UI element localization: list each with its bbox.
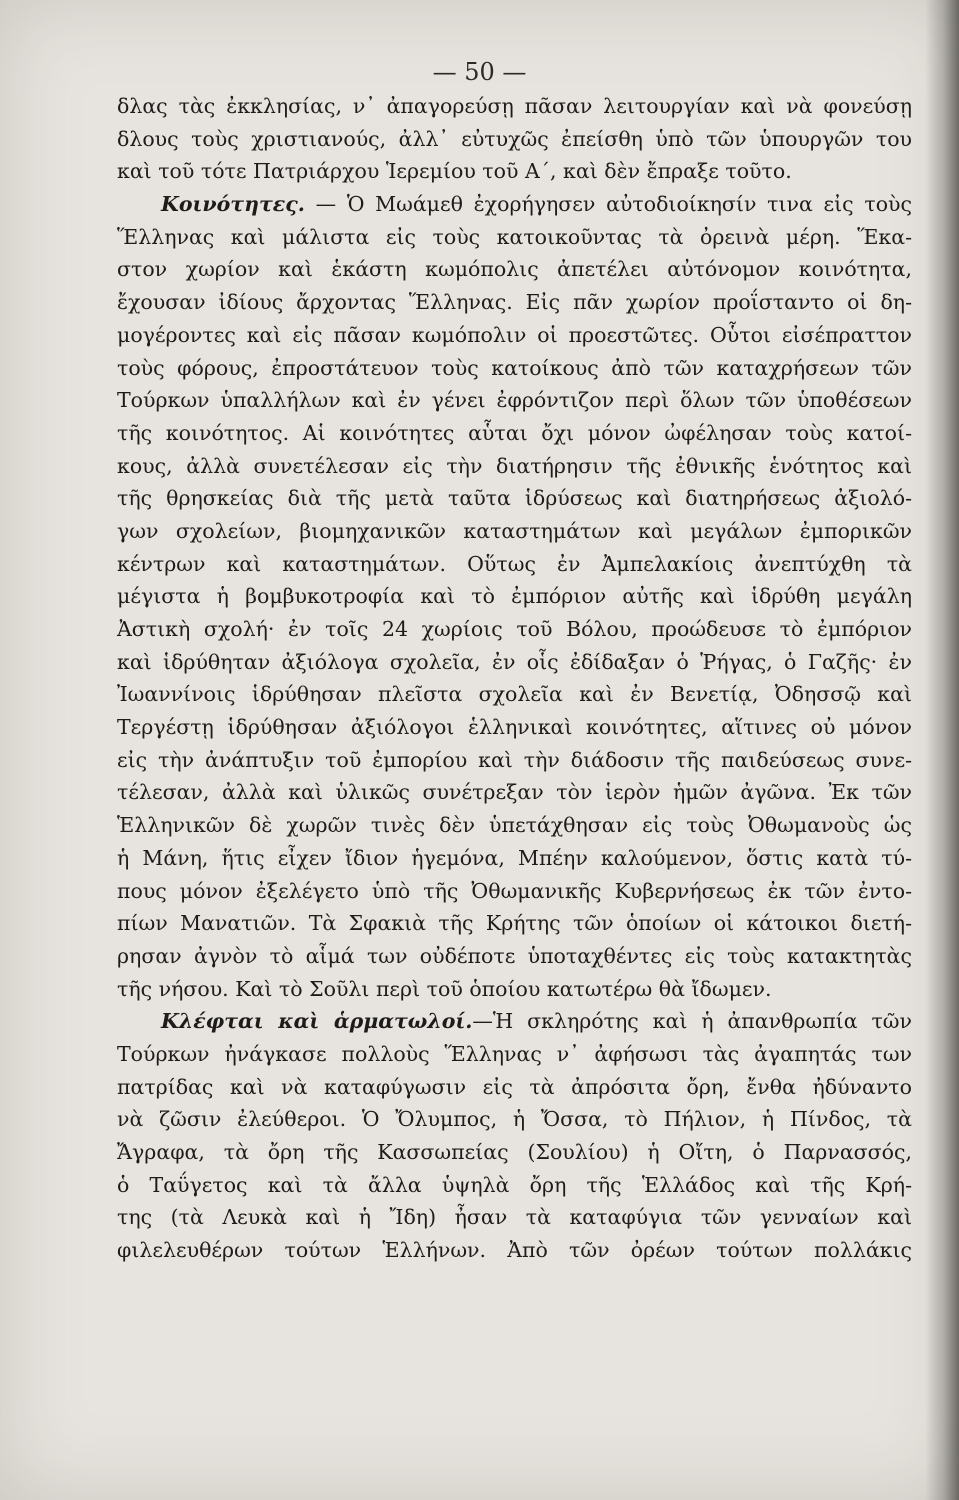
text-line <box>117 1005 912 1038</box>
text-line: καὶ ἱδρύθηταν ἀξιόλογα σχολεῖα, ἐν οἷς ἐδίδαξαν ὁ Ῥήγας, ὁ Γαζῆς· ἐν <box>117 649 912 674</box>
text-line: Ἀστικὴ σχολή· ἐν τοῖς 24 χωρίοις τοῦ Βόλου, προώδευσε τὸ ἐμπόριον <box>117 617 912 641</box>
text-line: τῆς θρησκείας διὰ τῆς μετὰ ταῦτα ἱδρύσεως καὶ διατηρήσεως ἀξιολό- <box>117 486 912 511</box>
text-line: πίων Μανατιῶν. Τὰ Σφακιὰ τῆς Κρήτης τῶν ὁποίων οἱ κάτοικοι διετή- <box>117 911 912 936</box>
text-line-content: — <box>304 192 347 217</box>
text-line: Τεργέστῃ ἱδρύθησαν ἀξιόλογοι ἑλληνικαὶ κοινότητες, αἵτινες οὐ μόνον <box>117 715 912 740</box>
text-line: Ἕλληνας καὶ μάλιστα εἰς τοὺς κατοικοῦντας τὰ ὀρεινὰ μέρη. Ἕκα- <box>117 224 912 249</box>
text-line: ρησαν ἀγνὸν τὸ αἷμά των οὐδέποτε ὑποταχθέντες εἰς τοὺς κατακτητὰς <box>117 943 912 968</box>
text-line: Ἑλληνικῶν δὲ χωρῶν τινὲς δὲν ὑπετάχθησαν εἰς τοὺς Ὀθωμανοὺς ὡς <box>117 813 912 838</box>
text-line: κους, ἀλλὰ συνετέλεσαν εἰς τὴν διατήρησιν τῆς ἐθνικῆς ἑνότητος καὶ <box>117 453 912 478</box>
text-line: κέντρων καὶ καταστημάτων. Οὕτως ἐν Ἀμπελακίοις ἀνεπτύχθη τὰ <box>117 551 912 576</box>
text-line-content: Ὁ Μωάμεθ ἐχορήγησεν αὐτοδιοίκησίν τινα εἰς τοὺς <box>346 192 912 217</box>
text-line: γων σχολείων, βιομηχανικῶν καταστημάτων καὶ μεγάλων ἐμπορικῶν <box>117 518 912 543</box>
text-line: μογέροντες καὶ εἰς πᾶσαν κωμόπολιν οἱ προεστῶτες. Οὗτοι εἰσέπραττον <box>117 322 912 347</box>
text-line: τέλεσαν, ἀλλὰ καὶ ὑλικῶς συνέτρεξαν τὸν ἱερὸν ἡμῶν ἀγῶνα. Ἐκ τῶν <box>117 780 912 805</box>
text-line: της (τὰ Λευκὰ καὶ ἡ Ἴδη) ἦσαν τὰ καταφύγια τῶν γενναίων καὶ <box>117 1205 912 1230</box>
text-line: πατρίδας καὶ νὰ καταφύγωσιν εἰς τὰ ἀπρόσιτα ὄρη, ἔνθα ἠδύναντο <box>117 1074 912 1099</box>
section-heading-kleftes: Κλέφται καὶ ἁρματωλοί. <box>161 1009 473 1034</box>
text-line: καὶ τοῦ τότε Πατριάρχου Ἱερεμίου τοῦ Α΄, καὶ δὲν ἔπραξε τοῦτο. <box>117 159 792 184</box>
text-line: ἡ Μάνη, ἥτις εἶχεν ἴδιον ἡγεμόνα, Μπέην καλούμενον, ὅστις κατὰ τύ- <box>117 845 912 870</box>
text-line: Ἰωαννίνοις ἱδρύθησαν πλεῖστα σχολεῖα καὶ ἐν Βενετίᾳ, Ὀδησσῷ καὶ <box>117 682 912 707</box>
text-line: τοὺς φόρους, ἐπροστάτευον τοὺς κατοίκους ἀπὸ τῶν καταχρήσεων τῶν <box>117 355 912 380</box>
text-line: Ἄγραφα, τὰ ὄρη τῆς Κασσωπείας (Σουλίου) ἡ Οἴτη, ὁ Παρνασσός, <box>117 1140 912 1164</box>
text-line: φιλελευθέρων τούτων Ἑλλήνων. Ἀπὸ τῶν ὀρέων τούτων πολλάκις <box>117 1238 912 1263</box>
text-line: νὰ ζῶσιν ἐλεύθεροι. Ὁ Ὄλυμπος, ἡ Ὄσσα, τὸ Πήλιον, ἡ Πίνδος, τὰ <box>117 1107 912 1132</box>
text-line: Τούρκων ἠνάγκασε πολλοὺς Ἕλληνας ν᾽ ἀφήσωσι τὰς ἀγαπητάς των <box>117 1041 912 1066</box>
text-line: δλας τὰς ἐκκλησίας, ν᾽ ἀπαγορεύσῃ πᾶσαν λειτουργίαν καὶ νὰ φονεύσῃ <box>117 94 912 118</box>
text-line: εἰς τὴν ἀνάπτυξιν τοῦ ἐμπορίου καὶ τὴν διάδοσιν τῆς παιδεύσεως συνε- <box>117 747 912 772</box>
text-line-content: —Ἡ σκληρότης καὶ ἡ ἀπανθρωπία τῶν <box>472 1009 912 1034</box>
text-line: στον χωρίον καὶ ἑκάστη κωμόπολις ἀπετέλει αὐτόνομον κοινότητα, <box>117 257 912 282</box>
text-line: μέγιστα ἡ βομβυκοτροφία καὶ τὸ ἐμπόριον αὐτῆς καὶ ἱδρύθη μεγάλη <box>117 584 912 609</box>
text-line: ἔχουσαν ἰδίους ἄρχοντας Ἕλληνας. Εἰς πᾶν χωρίον προΐσταντο οἱ δη- <box>117 290 912 315</box>
text-line: ὁ Ταΰγετος καὶ τὰ ἄλλα ὑψηλὰ ὄρη τῆς Ἑλλάδος καὶ τῆς Κρή- <box>117 1172 912 1197</box>
text-line: Τούρκων ὑπαλλήλων καὶ ἐν γένει ἐφρόντιζον περὶ ὅλων τῶν ὑποθέσεων <box>117 388 912 413</box>
body-text <box>117 90 912 1267</box>
text-line: δλους τοὺς χριστιανούς, ἀλλ᾽ εὐτυχῶς ἐπείσθη ὑπὸ τῶν ὑπουργῶν του <box>117 126 912 151</box>
section-heading-koinotites: Κοινότητες. <box>161 192 305 217</box>
page-number: — 50 — <box>432 58 527 86</box>
text-line <box>117 188 912 221</box>
text-line: τῆς νήσου. Καὶ τὸ Σοῦλι περὶ τοῦ ὁποίου κατωτέρω θὰ ἴδωμεν. <box>117 976 772 1001</box>
text-line: τῆς κοινότητος. Αἱ κοινότητες αὗται ὄχι μόνον ὠφέλησαν τοὺς κατοί- <box>117 420 912 445</box>
text-line: πους μόνον ἐξελέγετο ὑπὸ τῆς Ὀθωμανικῆς Κυβερνήσεως ἐκ τῶν ἐντο- <box>117 878 912 903</box>
